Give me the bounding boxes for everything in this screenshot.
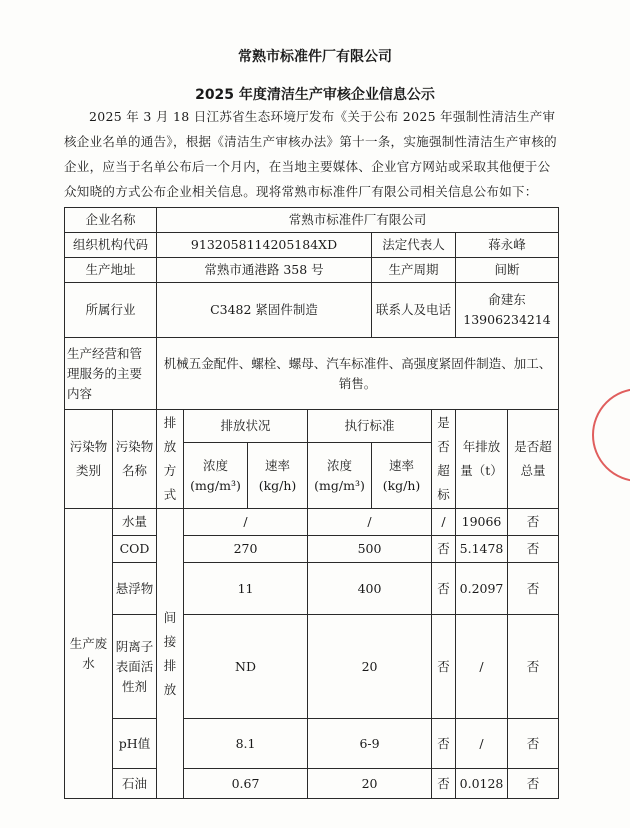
rate-label: 速率	[265, 457, 291, 473]
pollutant-name: 水量	[113, 509, 157, 536]
business-value: 机械五金配件、螺栓、螺母、汽车标准件、高强度紧固件制造、加工、销售。	[157, 338, 559, 410]
table-row	[65, 563, 559, 615]
pollutant-annual: /	[456, 615, 508, 719]
pollutant-std: 500	[308, 536, 432, 563]
cycle-label: 生产周期	[372, 258, 456, 283]
wastewater-category: 生产废水	[65, 509, 113, 799]
pollutant-exceed: 否	[432, 769, 456, 799]
header-method: 排放方式	[157, 410, 184, 509]
pollutant-conc: 270	[184, 536, 308, 563]
legal-rep-label: 法定代表人	[372, 233, 456, 258]
pollutant-conc: 11	[184, 563, 308, 615]
pollutant-over: 否	[508, 719, 559, 769]
pollutant-exceed: 否	[432, 536, 456, 563]
pollutant-over: 否	[508, 536, 559, 563]
pollutant-over: 否	[508, 769, 559, 799]
pollutant-name: COD	[113, 536, 157, 563]
conc-label: 浓度	[203, 457, 229, 473]
org-code-value: 9132058114205184XD	[157, 233, 372, 258]
pollutant-annual: /	[456, 719, 508, 769]
company-name-value: 常熟市标准件厂有限公司	[157, 208, 559, 233]
row-org-code	[65, 233, 559, 258]
pollutant-over: 否	[508, 509, 559, 536]
disclosure-table	[64, 207, 559, 799]
intro-paragraph: 2025 年 3 月 18 日江苏省生态环境厅发布《关于公布 2025 年强制性清洁生产审核企业名单的通告》，根据《清洁生产审核办法》第十一条，实施强制性清洁生产审核的企业，应当于名单公布后一个月内，在当地主要媒体、企业官方网站或采取其他便于公众知晓的方式公布企业相关信息。现将常熟市标准件厂有限公司相关信息公布如下：	[64, 109, 557, 199]
report-title: 2025 年度清洁生产审核企业信息公示	[195, 87, 435, 103]
pollutant-std: 20	[308, 615, 432, 719]
pollutant-annual: 0.0128	[456, 769, 508, 799]
table-row	[65, 536, 559, 563]
header-status-rate	[248, 443, 308, 509]
business-label: 生产经营和管理服务的主要内容	[65, 338, 157, 410]
org-code-label: 组织机构代码	[65, 233, 157, 258]
table-row	[65, 509, 559, 536]
rate-label: 速率	[389, 457, 415, 473]
rate-unit: (kg/h)	[258, 477, 297, 493]
row-pollution-header-1	[65, 410, 559, 443]
row-company-name	[65, 208, 559, 233]
pollutant-conc: 8.1	[184, 719, 308, 769]
company-title: 常熟市标准件厂有限公司	[238, 49, 392, 65]
legal-rep-value: 蒋永峰	[456, 233, 559, 258]
pollutant-std: /	[308, 509, 432, 536]
header-exceed: 是否超标	[432, 410, 456, 509]
header-std-rate	[372, 443, 432, 509]
header-pollutant-name: 污染物名称	[113, 410, 157, 509]
pollutant-name: 悬浮物	[113, 563, 157, 615]
table-row	[65, 769, 559, 799]
address-label: 生产地址	[65, 258, 157, 283]
row-industry	[65, 283, 559, 338]
header-over-total: 是否超总量	[508, 410, 559, 509]
contact-phone: 13906234214	[463, 312, 551, 327]
row-address	[65, 258, 559, 283]
pollutant-name: pH值	[113, 719, 157, 769]
pollutant-annual: 5.1478	[456, 536, 508, 563]
address-value: 常熟市通港路 358 号	[157, 258, 372, 283]
industry-label: 所属行业	[65, 283, 157, 338]
header-status-conc	[184, 443, 248, 509]
pollutant-conc: 0.67	[184, 769, 308, 799]
row-business	[65, 338, 559, 410]
table-row	[65, 615, 559, 719]
industry-value: C3482 紧固件制造	[157, 283, 372, 338]
pollutant-exceed: 否	[432, 615, 456, 719]
pollutant-name: 石油	[113, 769, 157, 799]
conc-label: 浓度	[327, 457, 353, 473]
pollutant-conc: ND	[184, 615, 308, 719]
pollutant-conc: /	[184, 509, 308, 536]
table-row	[65, 719, 559, 769]
pollutant-over: 否	[508, 615, 559, 719]
conc-unit: (mg/m³)	[314, 477, 365, 493]
pollutant-exceed: 否	[432, 563, 456, 615]
contact-label: 联系人及电话	[372, 283, 456, 338]
pollutant-std: 6-9	[308, 719, 432, 769]
company-seal	[592, 388, 630, 482]
contact-name: 俞建东	[488, 292, 526, 307]
pollutant-name: 阴离子表面活性剂	[113, 615, 157, 719]
rate-unit: (kg/h)	[382, 477, 421, 493]
discharge-method: 间接排放	[157, 509, 184, 799]
conc-unit: (mg/m³)	[190, 477, 241, 493]
header-annual: 年排放量（t）	[456, 410, 508, 509]
pollutant-annual: 19066	[456, 509, 508, 536]
contact-value	[456, 283, 559, 338]
pollutant-std: 20	[308, 769, 432, 799]
company-name-label: 企业名称	[65, 208, 157, 233]
header-status: 排放状况	[184, 410, 308, 443]
cycle-value: 间断	[456, 258, 559, 283]
pollutant-over: 否	[508, 563, 559, 615]
pollutant-exceed: /	[432, 509, 456, 536]
pollutant-std: 400	[308, 563, 432, 615]
header-category: 污染物类别	[65, 410, 113, 509]
pollutant-exceed: 否	[432, 719, 456, 769]
header-std-conc	[308, 443, 372, 509]
header-standard: 执行标准	[308, 410, 432, 443]
pollutant-annual: 0.2097	[456, 563, 508, 615]
